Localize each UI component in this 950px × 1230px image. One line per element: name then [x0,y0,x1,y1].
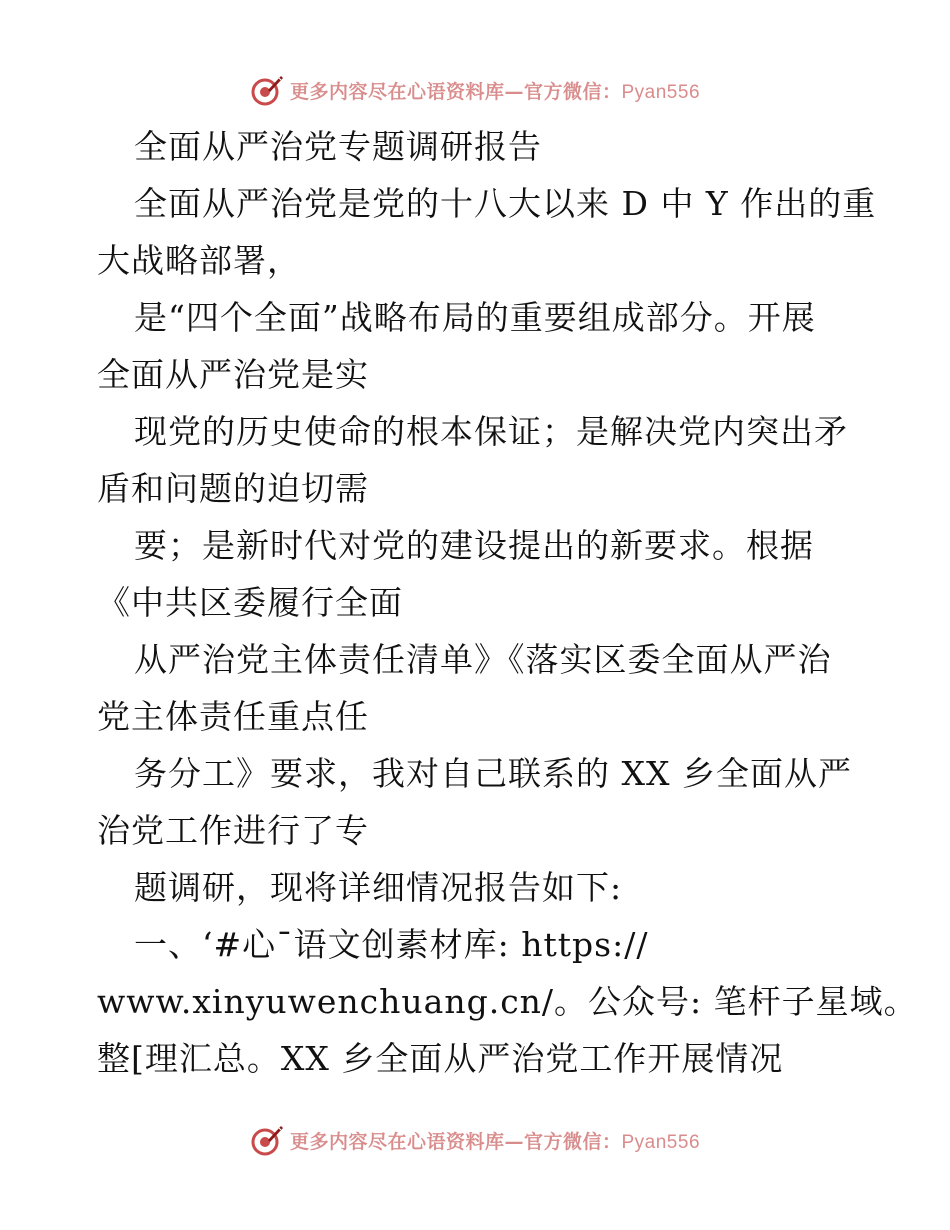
text-line: 全面从严治党是党的十八大以来 D 中 Y 作出的重 [134,184,877,223]
text-line: 《中共区委履行全面 [97,583,403,622]
document-body [97,118,918,1087]
watermark-caption: 更多内容尽在心语资料库—官方微信： [289,80,622,103]
text-line: www.xinyuwenchuang.cn/。公众号: 笔杆子星域。 [97,982,918,1021]
text-line: 整[理汇总。XX 乡全面从严治党工作开展情况 [97,1039,784,1078]
text-line: 全面从严治党是实 [97,355,369,394]
watermark-text [290,77,700,104]
pen-logo-icon [250,73,284,107]
text-line: 要；是新时代对党的建设提出的新要求。根据 [134,526,814,565]
watermark-caption: 更多内容尽在心语资料库—官方微信： [289,1130,622,1153]
header-watermark-banner [0,68,950,112]
text-line: 治党工作进行了专 [97,811,369,850]
document-title: 全面从严治党专题调研报告 [134,127,542,166]
pen-logo-icon [250,1123,284,1157]
footer-watermark-banner [0,1118,950,1162]
text-line: 务分工》要求，我对自己联系的 XX 乡全面从严 [134,754,852,793]
wechat-id: Pyan556 [621,81,701,103]
text-line: 盾和问题的迫切需 [97,469,369,508]
text-line: 从严治党主体责任清单》《落实区委全面从严治 [134,640,832,679]
text-line: 一、‘#心¯语文创素材库: https:// [134,925,649,964]
text-line: 是“四个全面”战略布局的重要组成部分。开展 [134,298,816,337]
wechat-id: Pyan556 [621,1131,701,1153]
text-line: 党主体责任重点任 [97,697,369,736]
watermark-text [290,1127,700,1154]
text-line: 题调研，现将详细情况报告如下: [134,868,623,907]
text-line: 大战略部署， [97,241,301,280]
text-line: 现党的历史使命的根本保证；是解决党内突出矛 [134,412,848,451]
